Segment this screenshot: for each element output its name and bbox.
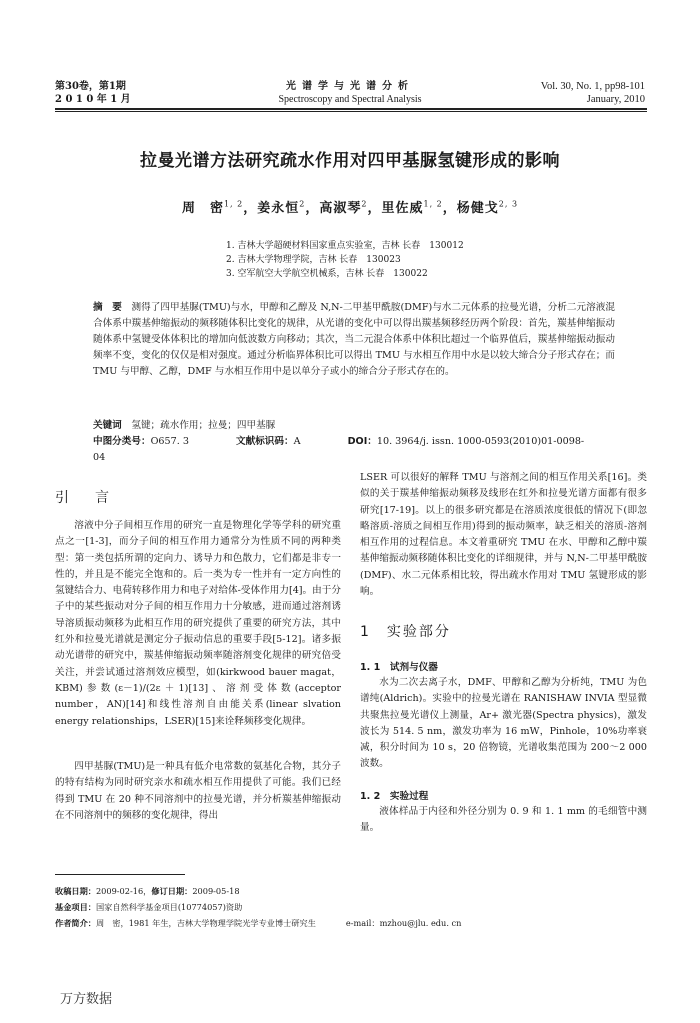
section-heading-experimental: 1 实验部分	[360, 624, 451, 640]
affiliation-1: 1. 吉林大学超硬材料国家重点实验室，吉林 长春 130012	[226, 241, 464, 251]
abstract	[93, 300, 615, 380]
author-4: 里佐威$^{1, 2}$	[381, 199, 443, 216]
journal-citation	[541, 80, 645, 106]
subsection-heading-reagents: 1. 1 试剂与仪器	[360, 662, 438, 673]
author-2: 姜永恒$^2$	[257, 199, 306, 216]
author-3: 高淑琴$^2$	[319, 199, 368, 216]
header-rule-thick	[55, 108, 647, 110]
header-rule-thin	[55, 111, 647, 112]
intro-continuation: LSER 可以很好的解释 TMU 与溶剂之间的相互作用关系[16]。类似的关于羰基伸缩振动频移及线形在红外和拉曼光谱方面都有很多研究[17-19]。以上的很多研究都是在溶质浓度很低的情况下(即忽略溶质-溶质之间相互作用)得到的振动频率，缺乏相关的溶质-溶剂相互作用的过程信息。本文着重研究 TMU 在水、甲醇和乙醇中羰基伸缩振动频移随体积比变化的详细规律，并与 N,N-二甲基甲酰胺(DMF)、水二元体系相比较，得出疏水作用对 TMU 氢键形成的影响。	[360, 472, 647, 598]
journal-title-cn: 光谱学与光谱分析	[286, 81, 414, 92]
footnotes	[55, 883, 655, 931]
clc-code: 中图分类号：O657. 3	[93, 436, 189, 447]
reagents-paragraph: 水为二次去离子水，DMF、甲醇和乙醇为分析纯，TMU 为色谱纯(Aldrich)。实验中的拉曼光谱在 RANISHAW INVIA 型显微共聚焦拉曼光谱仪上测量，Ar+ 激光器(Spectra physics)，激发波长为 514. 5 nm，激发功率为 16 mW，Pinhole，10%功率衰减，积分时间为 10 s，20 倍物镜，光谱收集范围为 200～2 000 波数。	[360, 677, 647, 770]
year-month-line: 2 0 1 0 年 1 月	[55, 94, 131, 105]
author-email: e-mail：mzhou@jlu. edu. cn	[345, 918, 462, 928]
abstract-text: 测得了四甲基脲(TMU)与水，甲醇和乙醇及 N,N-二甲基甲酰胺(DMF)与水二元体系的拉曼光谱，分析二元溶液混合体系中羰基伸缩振动的频移随体积比变化的规律，从光谱的变化中可以得出羰基频移经历两个阶段：首先，羰基伸缩振动随体系中氢键受体体积比的增加向低波数方向移动；其次，当二元混合体系中体积比超过一个临界值后，羰基伸缩振动振动频率不变，变化的仅仅是相对强度。通过分析临界体积比可以得出 TMU 与水相互作用中水是以较大缔合分子形式存在；而 TMU 与甲醇、乙醇，DMF 与水相互作用中是以单分子或小的缔合分子形式存在的。	[93, 302, 616, 377]
watermark-text: 万方数据	[60, 992, 113, 1007]
footnote-rule	[55, 874, 185, 875]
fund-info: 基金项目：国家自然科学基金项目(10774057)资助	[55, 902, 243, 912]
vol-pages-line: Vol. 30, No. 1, pp98-101	[540, 81, 645, 92]
doc-code: 文献标识码：A	[236, 436, 301, 447]
keywords-text: 氢键；疏水作用；拉曼；四甲基脲	[131, 420, 276, 431]
classification-line	[93, 434, 613, 466]
author-1: 周 密$^{1, 2}$	[181, 199, 244, 216]
procedure-paragraph: 液体样品于内径和外径分别为 0. 9 和 1. 1 mm 的毛细管中测量。	[360, 806, 647, 834]
author-5: 杨健戈$^{2, 3}$	[456, 199, 519, 216]
keywords-label: 关键词	[93, 420, 122, 431]
received-dates: 收稿日期：2009-02-16，修订日期：2009-05-18	[55, 886, 240, 896]
subsection-heading-procedure: 1. 2 实验过程	[360, 791, 429, 802]
date-line: January, 2010	[586, 94, 645, 105]
intro-paragraph-2: 四甲基脲(TMU)是一种具有低介电常数的氨基化合物，其分子的特有结构为同时研究亲水和疏水相互作用提供了可能。我们已经得到 TMU 在 20 种不同溶剂中的拉曼光谱，并分析羰基伸缩振动在不同溶剂中的频移的变化规律，得出	[55, 761, 341, 821]
volume-issue-line: 第30卷，第1期	[55, 81, 126, 92]
affiliations	[226, 239, 464, 281]
intro-paragraph-1: 溶液中分子间相互作用的研究一直是物理化学等学科的研究重点之一[1-3]，而分子间的相互作用力通常分为性质不同的两种类型：第一类包括所谓的定向力、诱导力和色散力，它们都是非专一性的，并且是不能完全饱和的。后一类为专一性并有一定方向性的氢键结合力、电荷转移作用力和电子对给体-受体作用力[4]。由于分子中的某些振动对分子间的相互作用力十分敏感，进而通过溶剂诱导溶质振动频移为此相互作用的研究提供了重要的研究方法，其中红外和拉曼光谱就是测定分子振动信息的重要手段[5-12]。诸多振动光谱带的研究中，羰基伸缩振动频率随溶剂变化规律的研究倍受关注，并尝试通过溶剂效应模型，如(kirkwood bauer magat，KBM)参数(ε－1)/(2ε＋1)[13]、溶剂受体数(acceptor number，AN)[14]和线性溶剂自由能关系(linear slvation energy relationships，LSER)[15]来诠释频移变化规律。	[55, 520, 341, 727]
journal-title-en: Spectroscopy and Spectral Analysis	[278, 94, 422, 105]
affiliation-2: 2. 吉林大学物理学院，吉林 长春 130023	[226, 255, 401, 265]
author-bio: 作者简介：周 密，1981 年生，吉林大学物理学院光学专业博士研究生 e-mail：mzhou@jlu. edu. cn	[55, 918, 462, 928]
keywords	[93, 418, 275, 434]
paper-title: 拉曼光谱方法研究疏水作用对四甲基脲氢键形成的影响	[140, 151, 560, 171]
abstract-label: 摘 要	[93, 302, 122, 313]
affiliation-3: 3. 空军航空大学航空机械系，吉林 长春 130022	[226, 269, 428, 279]
doi: DOI：10. 3964/j. issn. 1000-0593(2010)01-0098-04	[93, 436, 585, 463]
author-list: 周 密$^{1, 2}$，姜永恒$^2$，高淑琴$^2$，里佐威$^{1, 2}$，杨健戈$^{2, 3}$	[181, 199, 519, 216]
section-heading-intro: 引 言	[55, 490, 115, 506]
